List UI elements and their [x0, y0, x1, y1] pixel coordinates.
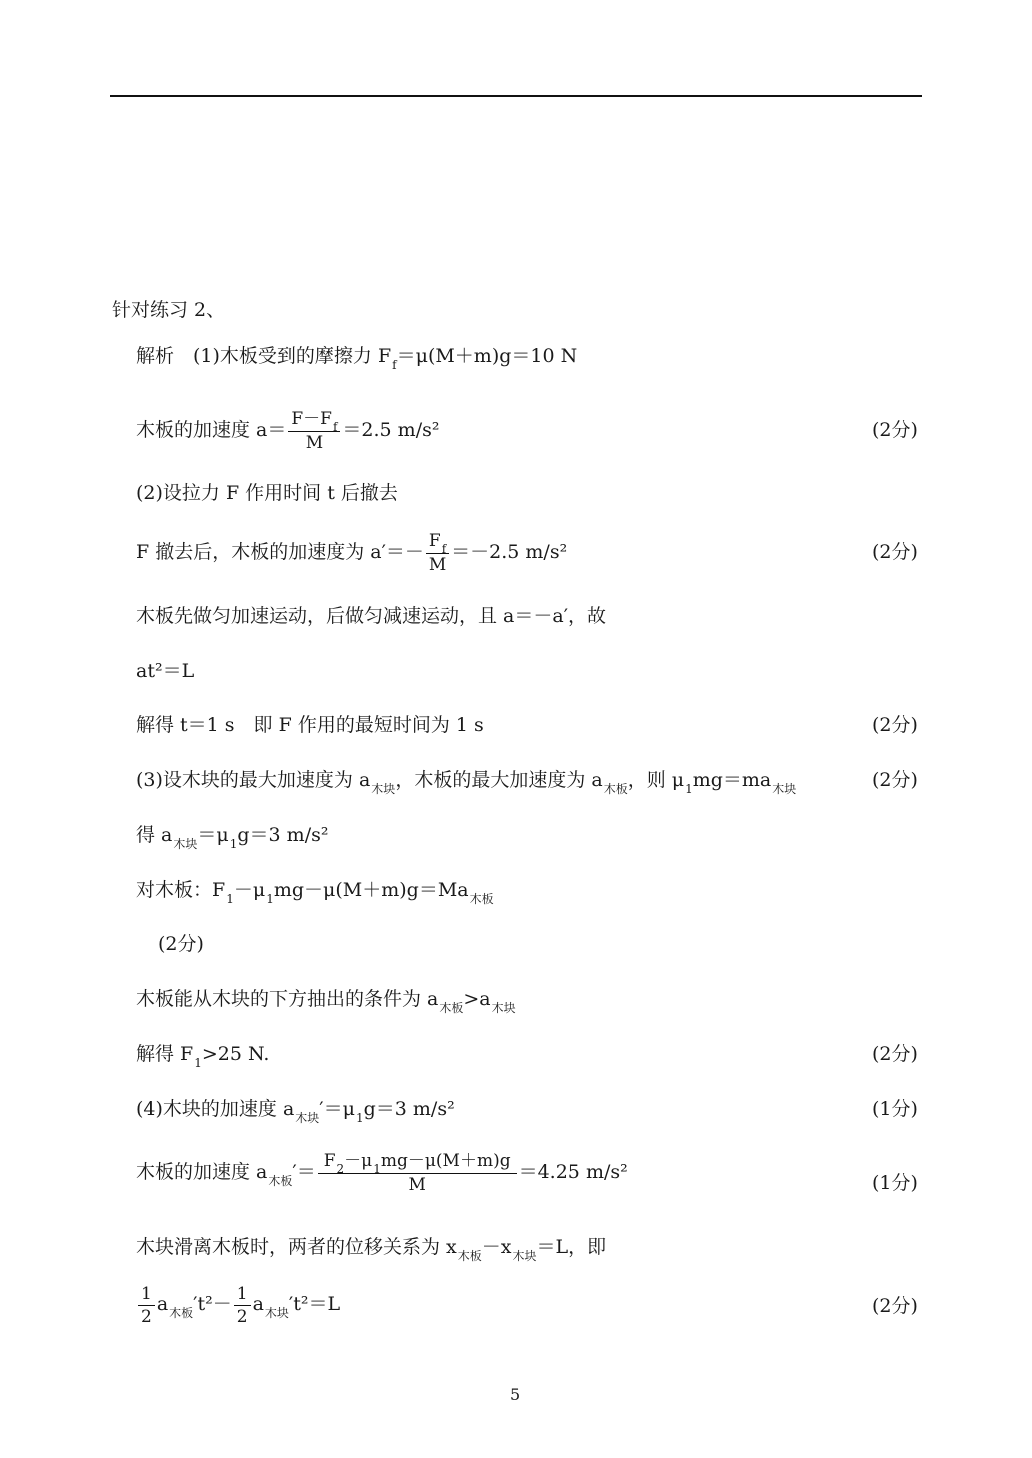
line-4: F 撤去后，木板的加速度为 a′＝－ $\frac{F_f}{M}$ ＝－2.5 m/s² — [136, 531, 568, 575]
line-6: at²＝L — [136, 660, 195, 682]
line-10: 对木板：$F_1-\mu_1mg-\mu(M+m)g=Ma_{木板}$ — [136, 879, 494, 906]
score: (2分) — [872, 1043, 918, 1065]
score: (2分) — [872, 769, 918, 791]
fraction: $\frac{1}{2}$ — [234, 1283, 251, 1328]
page-number: 5 — [510, 1385, 521, 1404]
line-5: 木板先做匀加速运动，后做匀减速运动，且 a＝－a′，故 — [136, 605, 607, 627]
score: (1分) — [872, 1172, 918, 1194]
score: (2分) — [872, 419, 918, 441]
score: (1分) — [872, 1098, 918, 1120]
line-13: 解得 $F_1>25$ N. — [136, 1043, 270, 1070]
section-title: 针对练习 2、 — [112, 299, 226, 321]
fraction: $\frac{F_2-\mu_1mg-\mu(M+m)g}{M}$ — [318, 1150, 517, 1196]
score: (2分) — [872, 541, 918, 563]
line-9: 得 $a_{木块}=\mu_1g=3$ m/s² — [136, 824, 329, 851]
line-7: 解得 t＝1 s 即 F 作用的最短时间为 1 s — [136, 714, 484, 736]
line-14: (4)木块的加速度 $a_{木块}'=\mu_1g=3$ m/s² — [136, 1098, 455, 1125]
fraction: $\frac{F_f}{M}$ — [426, 530, 449, 576]
header-rule — [110, 95, 922, 97]
fraction: $\frac{1}{2}$ — [138, 1283, 155, 1328]
score: (2分) — [872, 714, 918, 736]
line-1: 解析 (1)木板受到的摩擦力 $F_f=\mu(M+m)g=10$ N — [136, 345, 578, 372]
line-11-score: (2分) — [158, 933, 204, 955]
fraction: $\frac{F-F_f}{M}$ — [288, 408, 340, 454]
line-15: 木板的加速度 $a_{木板}'=$ $\frac{F_2-\mu_1mg-\mu(M+m)g}{M}$ ＝4.25 m/s² — [136, 1151, 628, 1195]
line-3: (2)设拉力 F 作用时间 t 后撤去 — [136, 482, 398, 504]
score: (2分) — [872, 1295, 918, 1317]
line-12: 木板能从木块的下方抽出的条件为 $a_{木板}>a_{木块}$ — [136, 988, 516, 1015]
line-8: (3)设木块的最大加速度为 $a_{木块}$，木板的最大加速度为 $a_{木板}$，则 $\mu_1mg=ma_{木块}$ — [136, 769, 797, 796]
line-17: $\frac{1}{2}$ $a_{木板}'t^2-$ $\frac{1}{2}$ $a_{木块}'t^2=L$ — [136, 1282, 340, 1328]
line-16: 木块滑离木板时，两者的位移关系为 $x_{木板}-x_{木块}=L$，即 — [136, 1236, 607, 1263]
line-2: 木板的加速度 a＝ $\frac{F-F_f}{M}$ ＝2.5 m/s² — [136, 409, 440, 453]
